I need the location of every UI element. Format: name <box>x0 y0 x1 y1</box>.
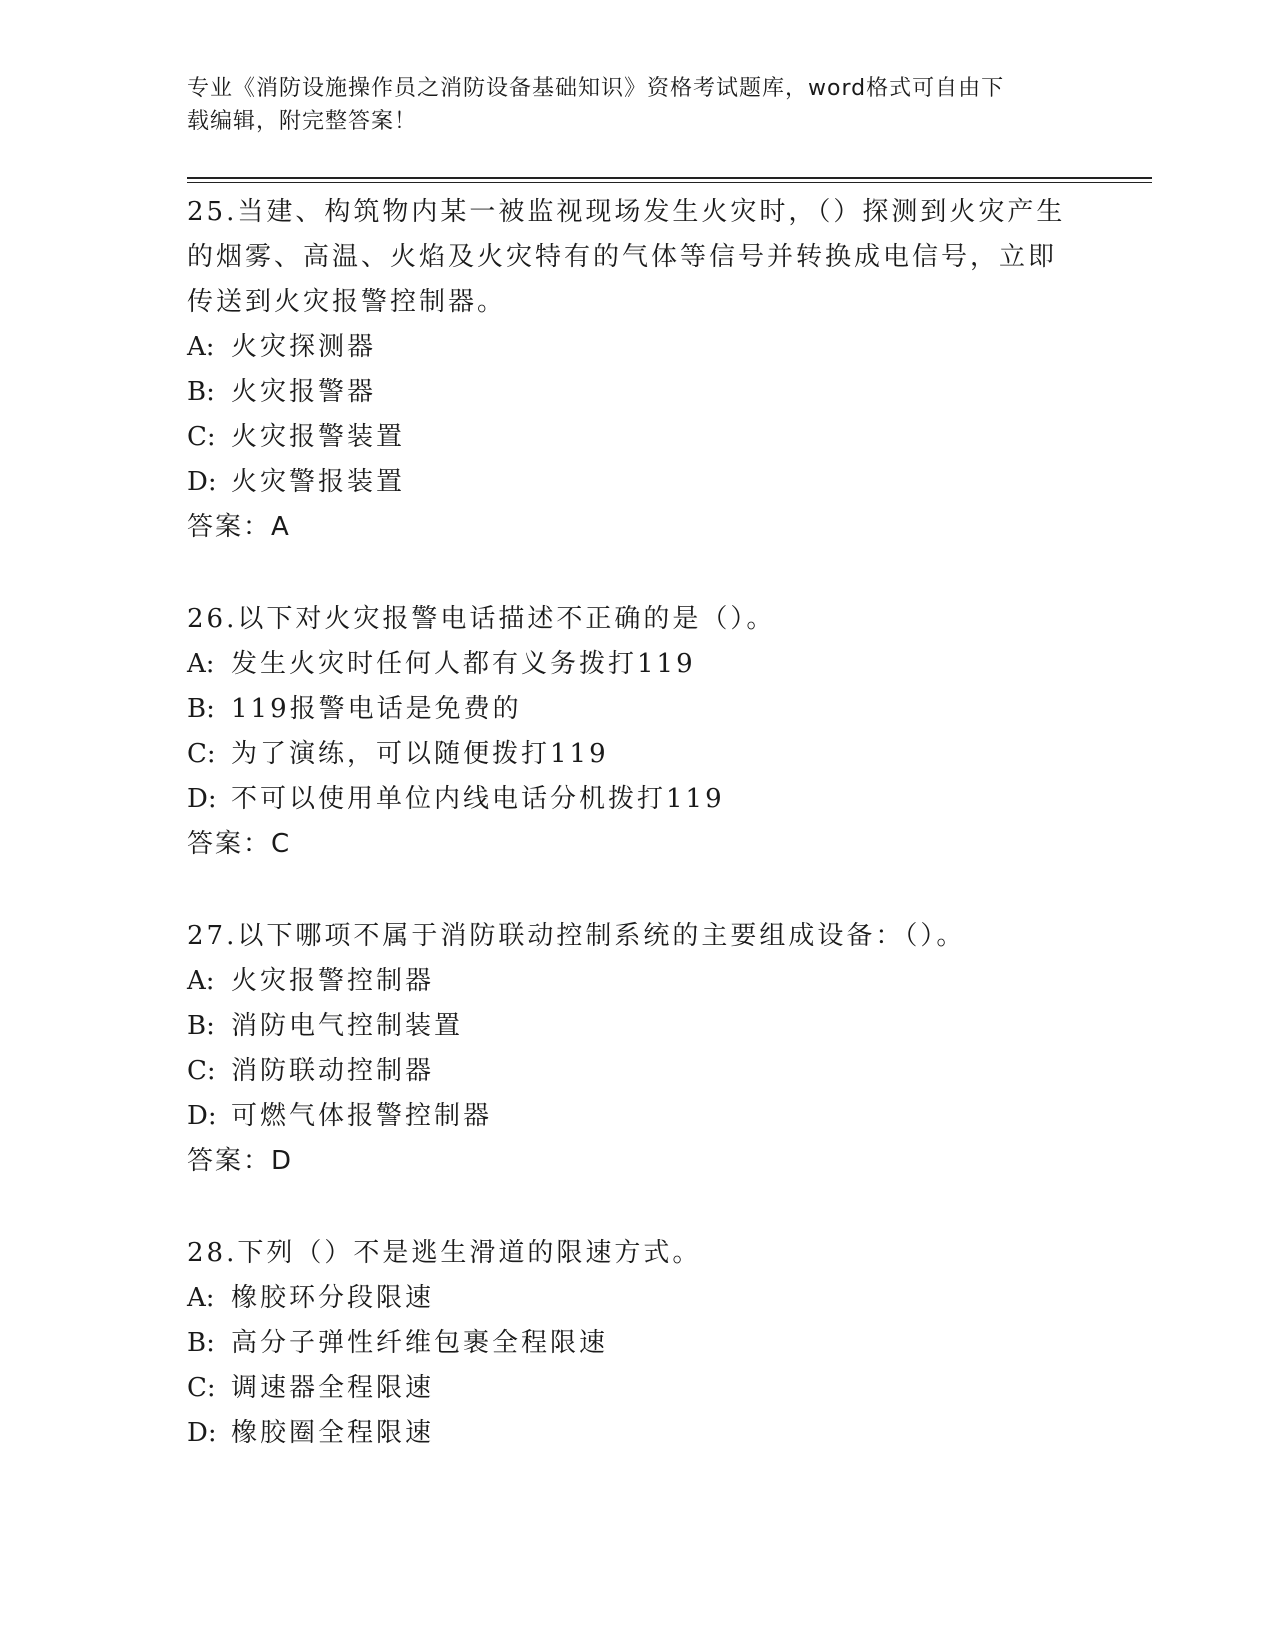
option-d <box>187 777 1087 822</box>
option-letter: D: <box>187 1101 217 1131</box>
option-letter: A: <box>187 649 215 679</box>
question-stem-line: 传送到火灾报警控制器。 <box>187 287 507 317</box>
question-stem-line: 26.以下对火灾报警电话描述不正确的是（）。 <box>187 604 776 634</box>
option-letter: A: <box>187 966 215 996</box>
header-divider-thick <box>187 177 1152 179</box>
option-a <box>187 325 1087 370</box>
option-d <box>187 1411 1087 1456</box>
option-text: 火灾探测器 <box>231 332 377 362</box>
option-letter: B: <box>187 694 215 724</box>
answer-line: 答案：C <box>187 829 292 859</box>
option-letter: D: <box>187 467 217 497</box>
option-text: 火灾报警装置 <box>231 422 406 452</box>
question-26 <box>187 597 1087 867</box>
option-text: 为了演练，可以随便拨打119 <box>231 739 609 769</box>
question-stem-line: 的烟雾、高温、火焰及火灾特有的气体等信号并转换成电信号，立即 <box>187 242 1058 272</box>
answer-line: 答案：A <box>187 512 291 542</box>
question-28 <box>187 1231 1087 1456</box>
question-list <box>187 190 1087 1456</box>
option-text: 不可以使用单位内线电话分机拨打119 <box>231 784 725 814</box>
option-letter: C: <box>187 1373 216 1403</box>
question-25 <box>187 190 1087 550</box>
header-line-1: 专业《消防设施操作员之消防设备基础知识》资格考试题库，word格式可自由下 <box>187 76 1005 101</box>
header-divider-thin <box>187 182 1152 183</box>
option-letter: B: <box>187 377 215 407</box>
option-text: 119报警电话是免费的 <box>231 694 522 724</box>
question-stem-line: 25.当建、构筑物内某一被监视现场发生火灾时，（）探测到火灾产生 <box>187 197 1066 227</box>
option-text: 消防电气控制装置 <box>231 1011 464 1041</box>
option-text: 可燃气体报警控制器 <box>231 1101 493 1131</box>
option-d <box>187 1094 1087 1139</box>
option-text: 高分子弹性纤维包裹全程限速 <box>231 1328 609 1358</box>
option-letter: C: <box>187 422 216 452</box>
option-c <box>187 415 1087 460</box>
option-c <box>187 1049 1087 1094</box>
option-b <box>187 1321 1087 1366</box>
option-b <box>187 1004 1087 1049</box>
option-b <box>187 687 1087 732</box>
option-letter: B: <box>187 1011 215 1041</box>
header-line-2: 载编辑，附完整答案！ <box>187 109 418 134</box>
option-text: 火灾警报装置 <box>231 467 406 497</box>
option-letter: C: <box>187 739 216 769</box>
option-text: 发生火灾时任何人都有义务拨打119 <box>231 649 696 679</box>
option-letter: B: <box>187 1328 215 1358</box>
question-stem-line: 27.以下哪项不属于消防联动控制系统的主要组成设备：（）。 <box>187 921 966 951</box>
option-text: 橡胶环分段限速 <box>231 1283 435 1313</box>
option-text: 火灾报警器 <box>231 377 377 407</box>
option-a <box>187 642 1087 687</box>
option-b <box>187 370 1087 415</box>
option-letter: C: <box>187 1056 216 1086</box>
answer-line: 答案：D <box>187 1146 294 1176</box>
option-d <box>187 460 1087 505</box>
option-text: 火灾报警控制器 <box>231 966 435 996</box>
question-stem-line: 28.下列（）不是逃生滑道的限速方式。 <box>187 1238 702 1268</box>
option-text: 橡胶圈全程限速 <box>231 1418 435 1448</box>
option-letter: D: <box>187 1418 217 1448</box>
question-27 <box>187 914 1087 1184</box>
option-letter: D: <box>187 784 217 814</box>
option-a <box>187 959 1087 1004</box>
option-text: 调速器全程限速 <box>231 1373 435 1403</box>
option-a <box>187 1276 1087 1321</box>
option-c <box>187 1366 1087 1411</box>
option-letter: A: <box>187 332 215 362</box>
document-header <box>187 72 1067 138</box>
option-text: 消防联动控制器 <box>231 1056 435 1086</box>
option-c <box>187 732 1087 777</box>
option-letter: A: <box>187 1283 215 1313</box>
